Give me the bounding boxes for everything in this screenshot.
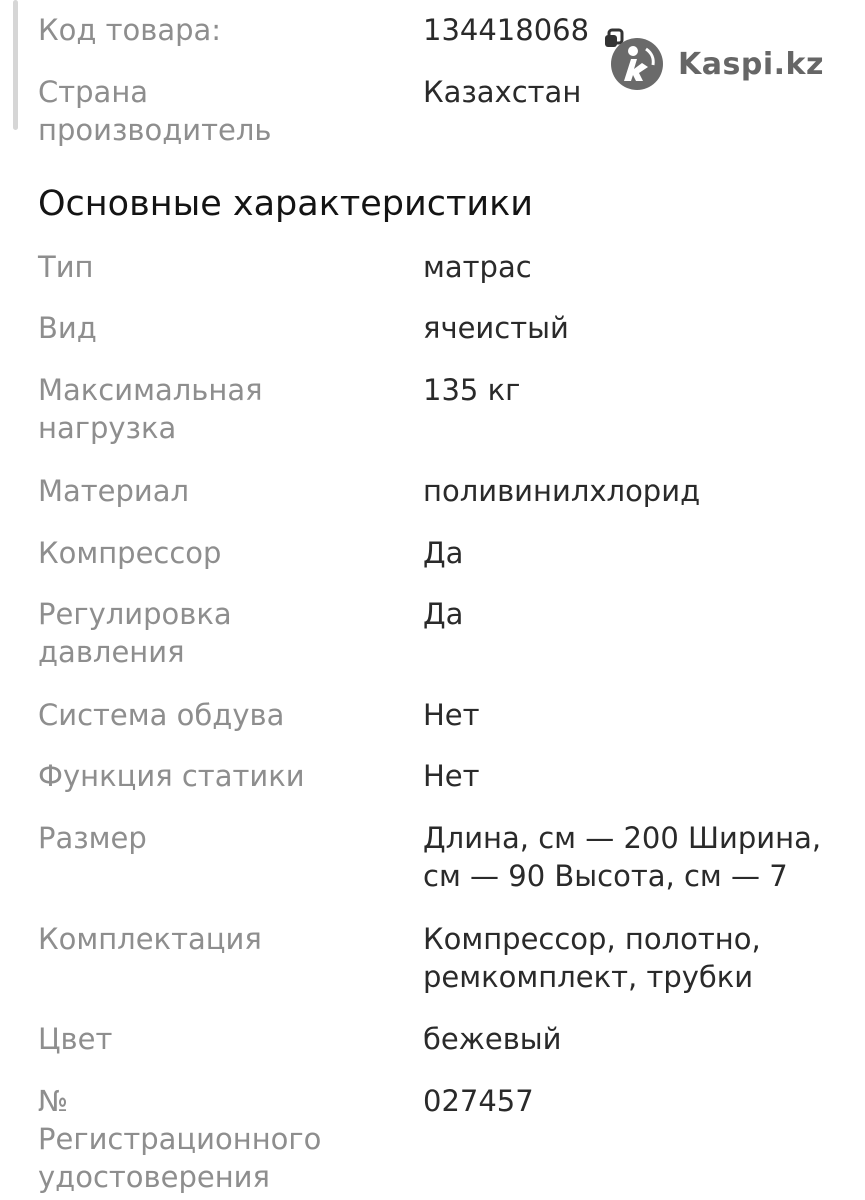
spec-value: Нет <box>423 698 480 732</box>
spec-label: Вид <box>38 311 97 345</box>
spec-value: 135 кг <box>423 373 521 407</box>
spec-label: Материал <box>38 474 190 508</box>
kaspi-logo-icon <box>610 37 664 91</box>
spec-value: Длина, см — 200 Ширина, см — 90 Высота, см — 7 <box>423 821 822 893</box>
spec-value: матрас <box>423 250 532 284</box>
kaspi-watermark <box>610 37 824 91</box>
spec-value: Нет <box>423 759 480 793</box>
spec-label: Максимальная нагрузка <box>38 373 263 445</box>
spec-label: Комплектация <box>38 922 262 956</box>
spec-label: Размер <box>38 821 147 855</box>
country-value: Казахстан <box>423 75 582 109</box>
spec-value: ячеистый <box>423 311 569 345</box>
product-code-value[interactable]: 134418068 <box>423 13 590 47</box>
scroll-indicator[interactable] <box>13 0 18 130</box>
spec-label: Функция статики <box>38 759 305 793</box>
spec-value: Да <box>423 597 464 631</box>
spec-value: Да <box>423 536 464 570</box>
spec-label: № Регистрационного удостоверения <box>38 1084 322 1194</box>
spec-value: поливинилхлорид <box>423 474 701 508</box>
spec-value: 027457 <box>423 1084 534 1118</box>
spec-label: Компрессор <box>38 536 222 570</box>
kaspi-watermark-text: Kaspi.kz <box>678 46 824 82</box>
spec-label: Система обдува <box>38 698 285 732</box>
spec-value: Компрессор, полотно, ремкомплект, трубки <box>423 922 761 994</box>
spec-value: бежевый <box>423 1022 562 1056</box>
country-label: Страна производитель <box>38 75 272 147</box>
spec-label: Тип <box>38 250 94 284</box>
section-title: Основные характеристики <box>38 184 534 224</box>
product-code-label: Код товара: <box>38 13 222 47</box>
spec-label: Цвет <box>38 1022 113 1056</box>
spec-label: Регулировка давления <box>38 597 232 669</box>
